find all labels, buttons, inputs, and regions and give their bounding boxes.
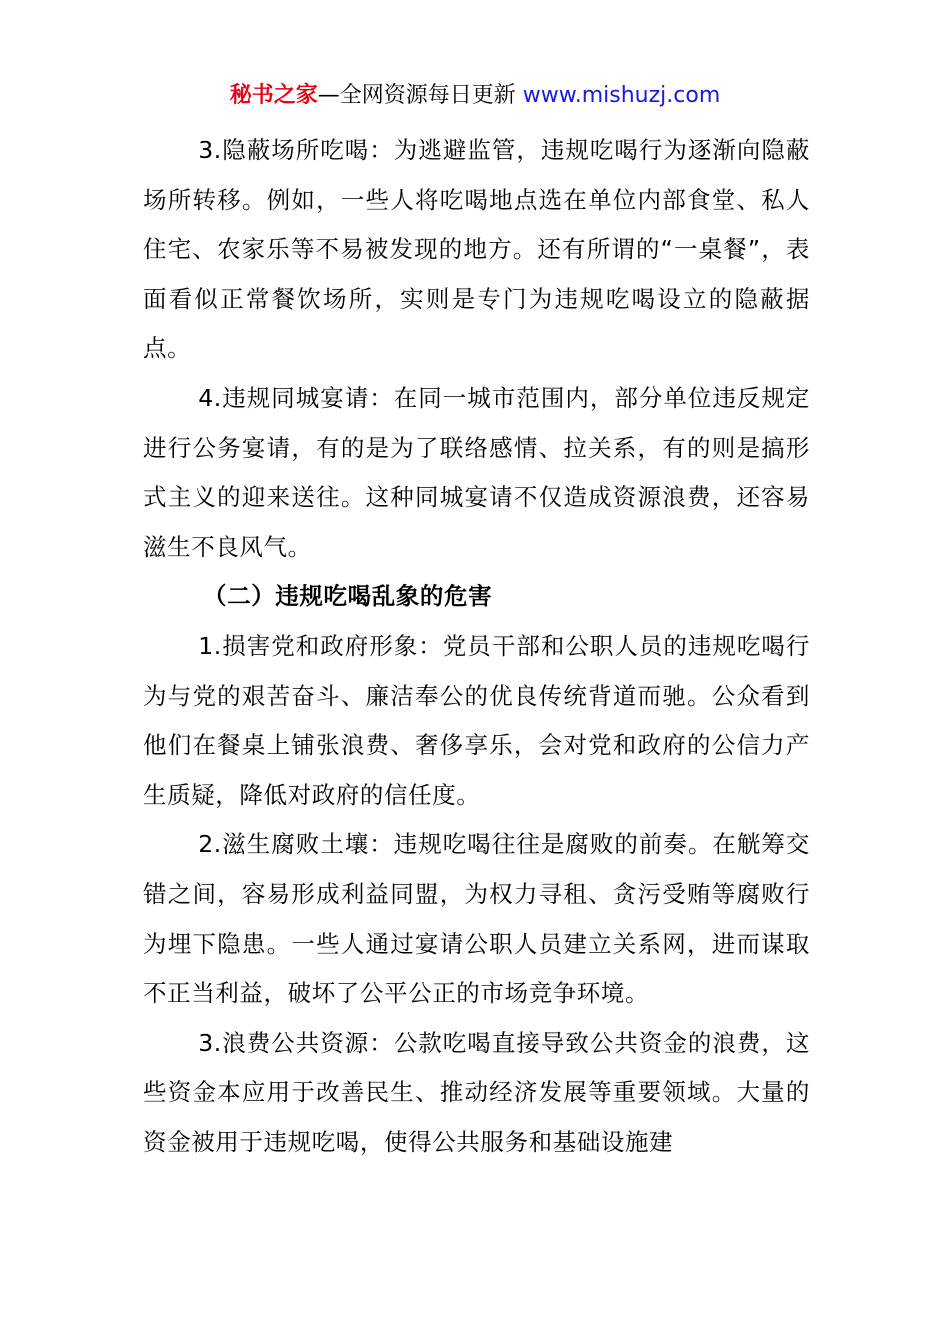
brand-name: 秘书之家: [229, 83, 318, 108]
document-body: [143, 126, 810, 1167]
site-header: [0, 80, 950, 112]
section-heading: （二）违规吃喝乱象的危害: [203, 582, 493, 611]
paragraph-damage-image: 1.损害党和政府形象：党员干部和公职人员的违规吃喝行为与党的艰苦奋斗、廉洁奉公的优良传统背道而驰。公众看到他们在餐桌上铺张浪费、奢侈享乐，会对党和政府的公信力产生质疑，降低对政府的信任度。: [143, 631, 810, 809]
paragraph-same-city-banquets: 4.违规同城宴请：在同一城市范围内，部分单位违反规定进行公务宴请，有的是为了联络感情、拉关系，有的则是搞形式主义的迎来送往。这种同城宴请不仅造成资源浪费，还容易滋生不良风气。: [143, 383, 810, 561]
header-tagline: —全网资源每日更新: [317, 83, 516, 108]
paragraph-hidden-venues: 3.隐蔽场所吃喝：为逃避监管，违规吃喝行为逐渐向隐蔽场所转移。例如，一些人将吃喝地点选在单位内部食堂、私人住宅、农家乐等不易被发现的地方。还有所谓的“一桌餐”，表面看似正常餐饮场所，实则是专门为违规吃喝设立的隐蔽据点。: [143, 136, 810, 363]
paragraph-waste-resources: 3.浪费公共资源：公款吃喝直接导致公共资金的浪费，这些资金本应用于改善民生、推动经济发展等重要领域。大量的资金被用于违规吃喝，使得公共服务和基础设施建: [143, 1028, 810, 1156]
paragraph-corruption-soil: 2.滋生腐败土壤：违规吃喝往往是腐败的前奏。在觥筹交错之间，容易形成利益同盟，为权力寻租、贪污受贿等腐败行为埋下隐患。一些人通过宴请公职人员建立关系网，进而谋取不正当利益，破坏了公平公正的市场竞争环境。: [143, 830, 810, 1008]
site-url: www.mishuzj.com: [522, 83, 721, 108]
